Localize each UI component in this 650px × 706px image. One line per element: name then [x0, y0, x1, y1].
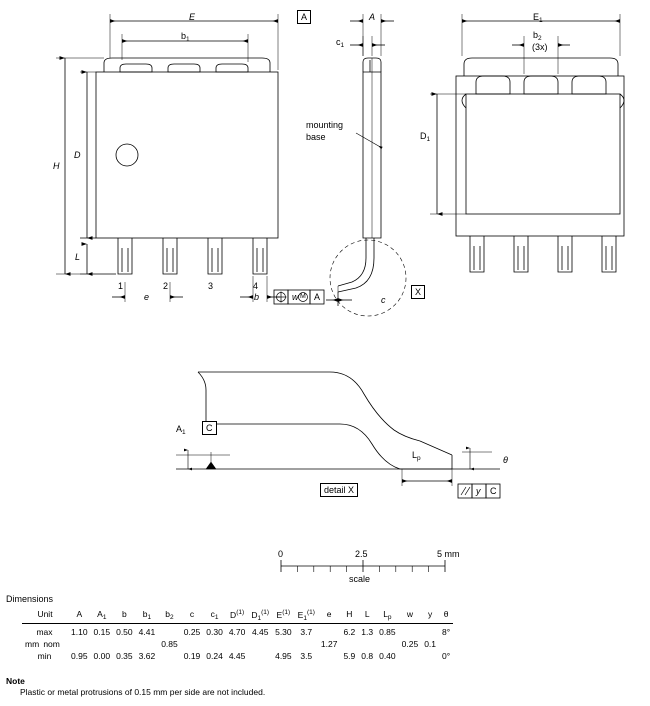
- col-header-y: y: [421, 608, 439, 623]
- table-row: [22, 650, 453, 662]
- cell-min-Lp: 0.40: [379, 650, 396, 661]
- col-header-e: e: [318, 608, 341, 623]
- cell-min-w: [399, 650, 422, 662]
- cell-nom-e: 1.27: [320, 638, 338, 649]
- cell-max-y: [421, 623, 439, 638]
- dim-label-b: b: [254, 292, 260, 302]
- dim-label-H: H: [53, 161, 60, 171]
- detail-x-title: detail X: [320, 483, 358, 497]
- cell-max-L: 1.3: [361, 626, 374, 637]
- dim-label-theta: θ: [503, 455, 508, 465]
- dim-label-E1: $E_1$: [533, 12, 543, 24]
- cell-nom-E: [272, 638, 295, 650]
- table-row: [22, 623, 453, 638]
- table-row: [22, 638, 453, 650]
- cell-max-A1: 0.15: [93, 626, 111, 637]
- cell-min-theta: 0°: [442, 650, 451, 661]
- cell-min-L: 0.8: [361, 650, 374, 661]
- mounting-base-label-line2: base: [306, 132, 326, 142]
- cell-nom-A1: [91, 638, 114, 650]
- gdt-datum-a: A: [314, 292, 321, 302]
- cell-min-D1: [248, 650, 272, 662]
- cell-min-E1: 3.5: [300, 650, 313, 661]
- cell-nom-D: [226, 638, 249, 650]
- scale-tick-0: 0: [278, 549, 284, 559]
- cell-min-c: 0.19: [183, 650, 201, 661]
- gdt-datum-c: C: [490, 486, 497, 496]
- cell-min-D: 4.45: [228, 650, 246, 661]
- cell-max-c: 0.25: [183, 626, 201, 637]
- col-header-E1: $E_1^{(1)}$: [295, 608, 318, 623]
- cell-nom-E1: [295, 638, 318, 650]
- note-title: Note: [6, 676, 25, 686]
- cell-max-Lp: 0.85: [379, 626, 396, 637]
- pin-number-1: 1: [118, 281, 124, 291]
- col-header-b1: $b_1$: [136, 608, 159, 623]
- cell-max-e: [318, 623, 341, 638]
- col-header-E: $E^{(1)}$: [272, 608, 295, 623]
- col-header-L: L: [358, 608, 376, 623]
- cell-nom-theta: [439, 638, 453, 650]
- cell-max-b: 0.50: [116, 626, 133, 637]
- cell-nom-Lp: [376, 638, 399, 650]
- dim-label-c: c: [381, 295, 386, 305]
- col-header-theta: θ: [439, 608, 453, 623]
- cell-min-c1: 0.24: [206, 650, 223, 661]
- cell-min-A: 0.95: [71, 650, 88, 661]
- col-header-b2: $b_2$: [158, 608, 181, 623]
- cell-max-c1: 0.30: [206, 626, 223, 637]
- dim-label-c1: $c_1$: [336, 37, 345, 49]
- cell-min-H: 5.9: [343, 650, 356, 661]
- cell-max-D1: 4.45: [251, 626, 269, 637]
- cell-nom-b2: 0.85: [161, 638, 178, 649]
- datum-A-top-left: A: [297, 10, 311, 24]
- dim-label-D: D: [74, 150, 81, 160]
- cell-max-w: [399, 623, 422, 638]
- pin-number-3: 3: [208, 281, 214, 291]
- cell-nom-w: 0.25: [401, 638, 419, 649]
- row-label-min: min: [37, 650, 52, 661]
- col-header-H: H: [340, 608, 358, 623]
- cell-max-D: 4.70: [228, 626, 246, 637]
- cell-min-e: [318, 650, 341, 662]
- col-header-c1: $c_1$: [203, 608, 226, 623]
- cell-min-b1: 3.62: [138, 650, 156, 661]
- dim-label-A1: $A_1$: [176, 424, 186, 436]
- dim-label-b2-qty: (3x): [532, 42, 548, 52]
- scale-tick-mid: 2.5: [355, 549, 368, 559]
- dimensions-table: [22, 608, 453, 662]
- cell-nom-c1: [203, 638, 226, 650]
- cell-max-b1: 4.41: [138, 626, 156, 637]
- cell-nom-D1: [248, 638, 272, 650]
- note-section: [6, 676, 265, 697]
- col-header-w: w: [399, 608, 422, 623]
- pin-number-4: 4: [253, 281, 259, 291]
- dim-label-b2: $b_2$: [533, 30, 542, 42]
- col-header-A: A: [68, 608, 91, 623]
- cell-max-A: 1.10: [71, 626, 88, 637]
- scale-caption: scale: [349, 574, 371, 584]
- row-label-nom: mm nom: [25, 638, 60, 649]
- cell-nom-c: [181, 638, 204, 650]
- gdt-symbol-w: w: [292, 292, 299, 302]
- cell-nom-A: [68, 638, 91, 650]
- cell-max-theta: 8°: [442, 626, 451, 637]
- cell-nom-b: [113, 638, 136, 650]
- cell-min-b2: [158, 650, 181, 662]
- cell-min-E: 4.95: [275, 650, 292, 661]
- col-header-D1: $D_1^{(1)}$: [248, 608, 272, 623]
- cell-max-H: 6.2: [343, 626, 356, 637]
- cell-max-E1: 3.7: [300, 626, 313, 637]
- cell-nom-b1: [136, 638, 159, 650]
- row-label-max: max: [36, 626, 53, 637]
- col-header-A1: $A_1$: [91, 608, 114, 623]
- cell-max-E: 5.30: [275, 626, 292, 637]
- col-header-D: $D^{(1)}$: [226, 608, 249, 623]
- cell-min-b: 0.35: [116, 650, 133, 661]
- dim-label-E: E: [189, 12, 196, 22]
- col-header-unit: Unit: [22, 608, 68, 623]
- col-header-Lp: $L_p$: [376, 608, 399, 623]
- dim-label-b1: $b_1$: [181, 31, 190, 43]
- gdt-value-y: y: [476, 486, 481, 496]
- col-header-c: c: [181, 608, 204, 623]
- cell-nom-H: [340, 638, 358, 650]
- cell-nom-L: [358, 638, 376, 650]
- scale-tick-max: 5 mm: [437, 549, 460, 559]
- gdt-modifier-m: M: [300, 293, 306, 300]
- cell-nom-y: 0.1: [424, 638, 437, 649]
- note-text: Plastic or metal protrusions of 0.15 mm per side are not included.: [20, 687, 266, 697]
- col-header-b: b: [113, 608, 136, 623]
- dim-label-A: A: [369, 12, 376, 22]
- dim-label-Lp: $L_p$: [412, 450, 421, 462]
- mounting-base-label-line1: mounting: [306, 120, 344, 130]
- dim-label-D1: $D_1$: [420, 131, 431, 143]
- cell-min-A1: 0.00: [93, 650, 111, 661]
- cell-min-y: [421, 650, 439, 662]
- datum-C-detail: C: [202, 421, 217, 435]
- dimensions-title: Dimensions: [6, 594, 54, 604]
- cell-max-b2: [158, 623, 181, 638]
- dim-label-L: L: [75, 252, 81, 262]
- table-header-row: [22, 608, 453, 623]
- dim-label-e: e: [144, 292, 150, 302]
- pin-number-2: 2: [163, 281, 169, 291]
- detail-x-callout: X: [411, 285, 425, 299]
